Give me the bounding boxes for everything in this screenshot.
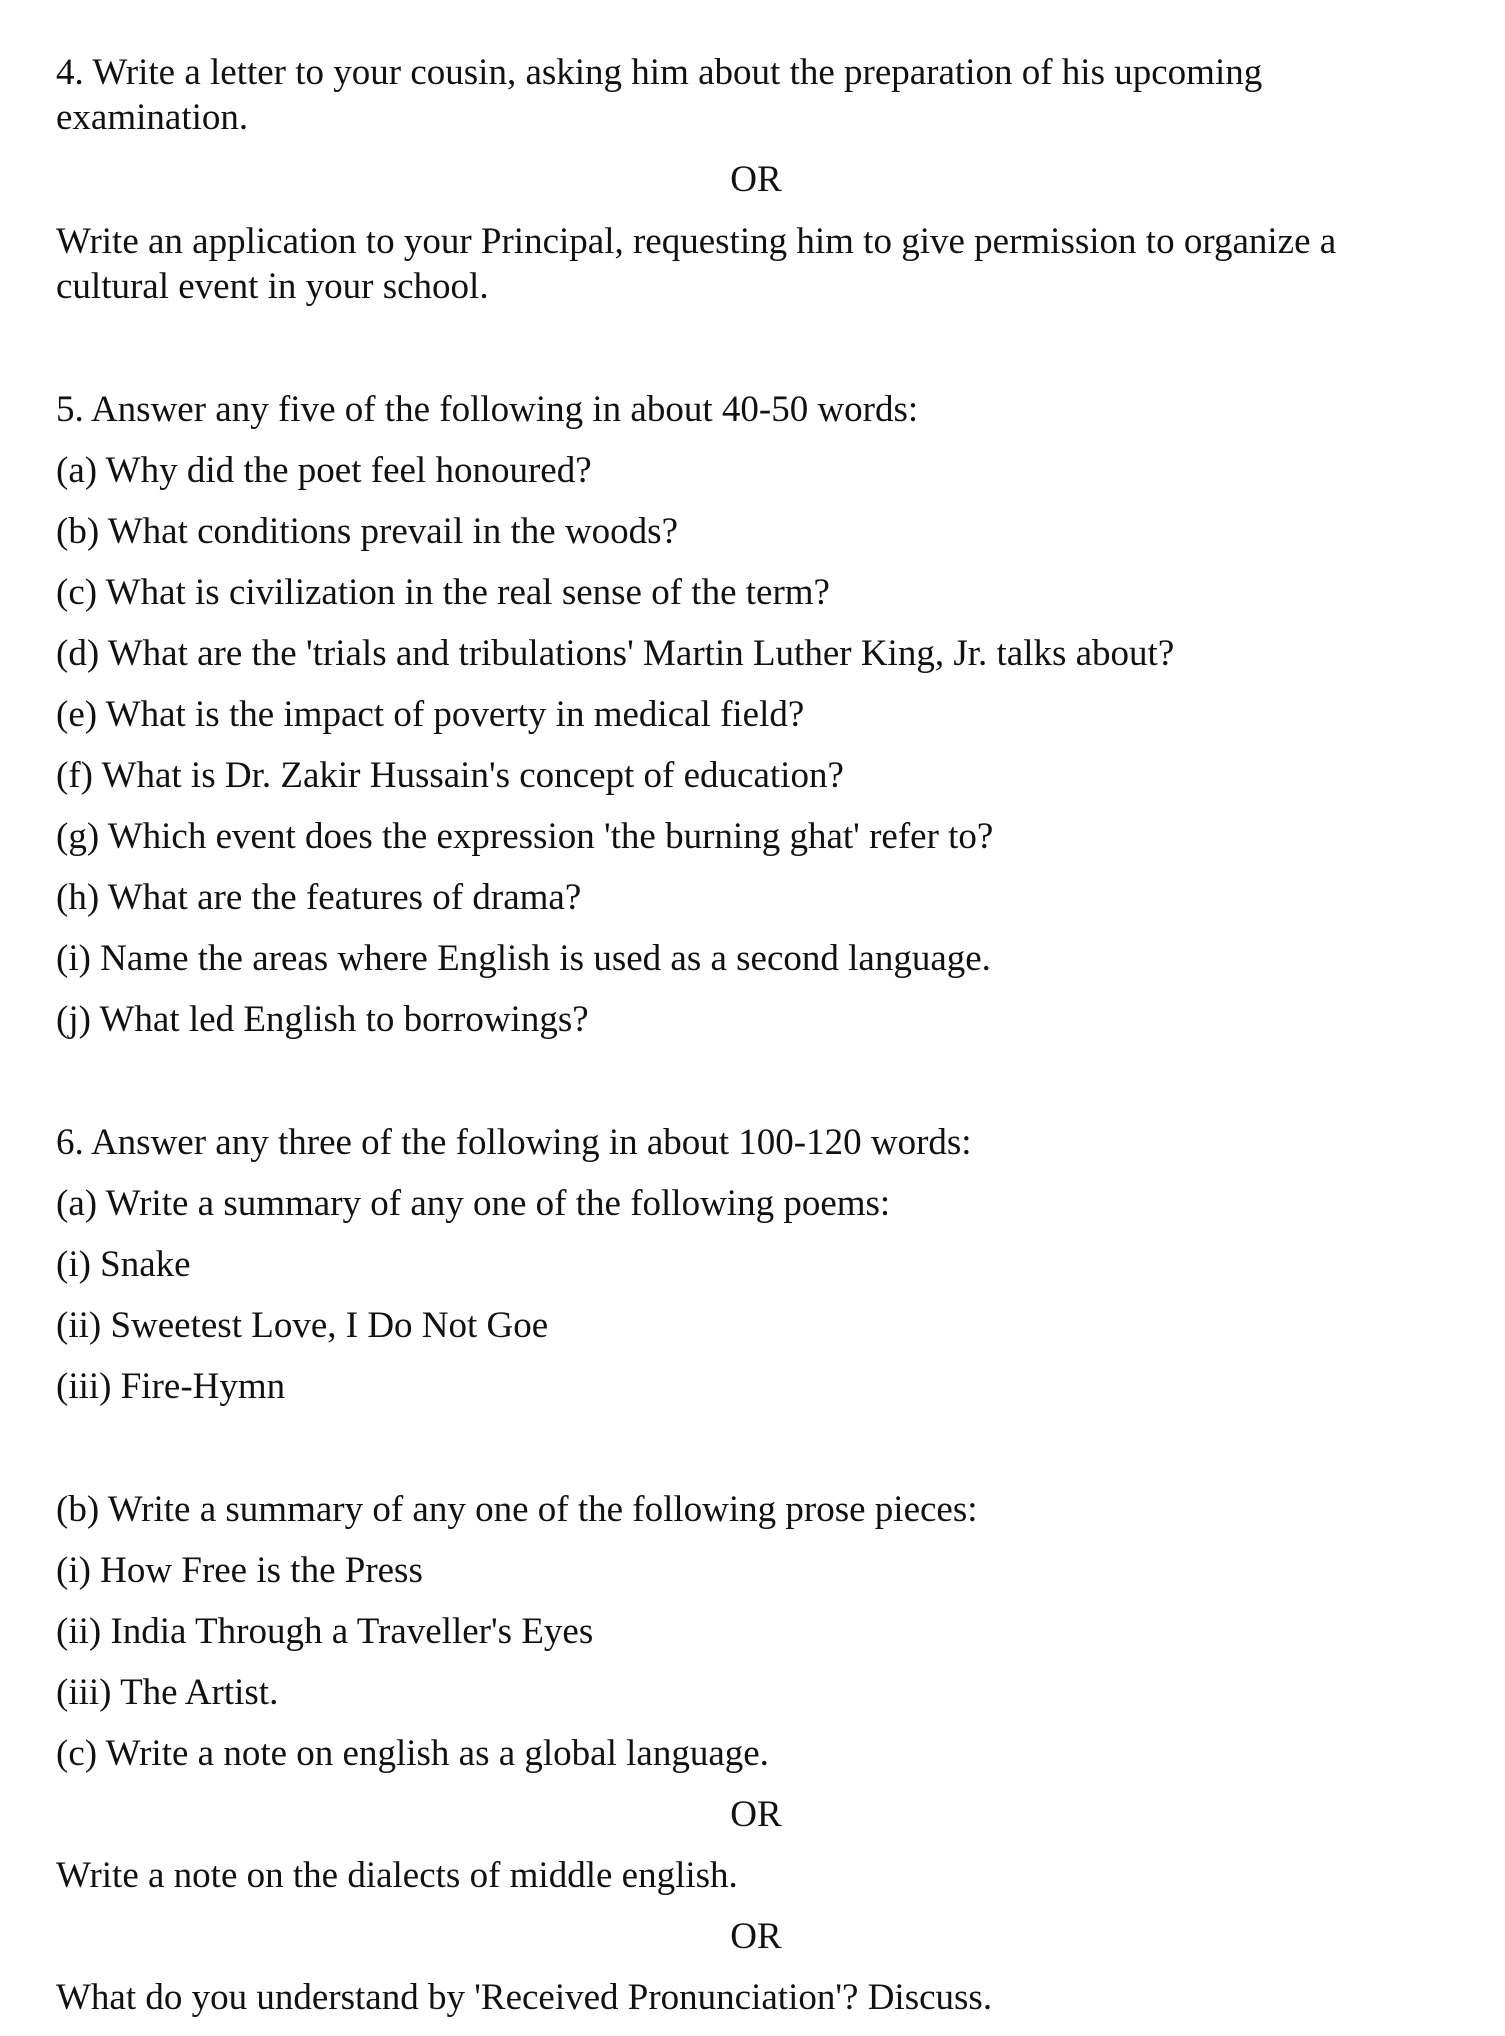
q5-item-e: (e) What is the impact of poverty in medical field?	[56, 694, 805, 735]
q6-part-a-prompt: (a) Write a summary of any one of the following poems:	[56, 1183, 891, 1224]
question-4	[56, 50, 1456, 309]
q6-part-c-alt-1: Write a note on the dialects of middle english.	[56, 1855, 738, 1896]
q5-item-i: (i) Name the areas where English is used as a second language.	[56, 938, 991, 979]
q6-part-b-option-2: (ii) India Through a Traveller's Eyes	[56, 1611, 594, 1652]
q5-item-b: (b) What conditions prevail in the woods?	[56, 511, 679, 552]
q6-part-b-option-1: (i) How Free is the Press	[56, 1550, 423, 1591]
q6-part-a-option-2: (ii) Sweetest Love, I Do Not Goe	[56, 1305, 549, 1346]
q4-application-prompt: Write an application to your Principal, requesting him to give permission to organize a cultural event in your school.	[56, 221, 1337, 307]
question-6	[56, 1120, 1456, 2020]
q5-item-j: (j) What led English to borrowings?	[56, 999, 589, 1040]
q5-heading: 5. Answer any five of the following in about 40-50 words:	[56, 389, 919, 430]
question-5	[56, 387, 1456, 1042]
q6-part-a-option-1: (i) Snake	[56, 1244, 191, 1285]
q5-item-g: (g) Which event does the expression 'the burning ghat' refer to?	[56, 816, 994, 857]
q6-part-c-or-label-2: OR	[730, 1916, 782, 1957]
q4-letter-prompt: 4. Write a letter to your cousin, asking him about the preparation of his upcoming examination.	[56, 52, 1263, 138]
q5-item-d: (d) What are the 'trials and tribulations' Martin Luther King, Jr. talks about?	[56, 633, 1175, 674]
exam-page	[56, 50, 1456, 2036]
q5-item-f: (f) What is Dr. Zakir Hussain's concept of education?	[56, 755, 844, 796]
q6-part-a-option-3: (iii) Fire-Hymn	[56, 1366, 286, 1407]
q6-part-c-or-label-1: OR	[730, 1794, 782, 1835]
q6-part-b-option-3: (iii) The Artist.	[56, 1672, 279, 1713]
q5-item-c: (c) What is civilization in the real sense of the term?	[56, 572, 830, 613]
q6-part-c-prompt: (c) Write a note on english as a global language.	[56, 1733, 769, 1774]
q5-item-h: (h) What are the features of drama?	[56, 877, 582, 918]
q4-or-label: OR	[730, 159, 782, 200]
q6-heading: 6. Answer any three of the following in about 100-120 words:	[56, 1122, 972, 1163]
q6-part-c-alt-2: What do you understand by 'Received Pronunciation'? Discuss.	[56, 1977, 993, 2018]
q6-part-b-prompt: (b) Write a summary of any one of the following prose pieces:	[56, 1489, 978, 1530]
q5-item-a: (a) Why did the poet feel honoured?	[56, 450, 592, 491]
